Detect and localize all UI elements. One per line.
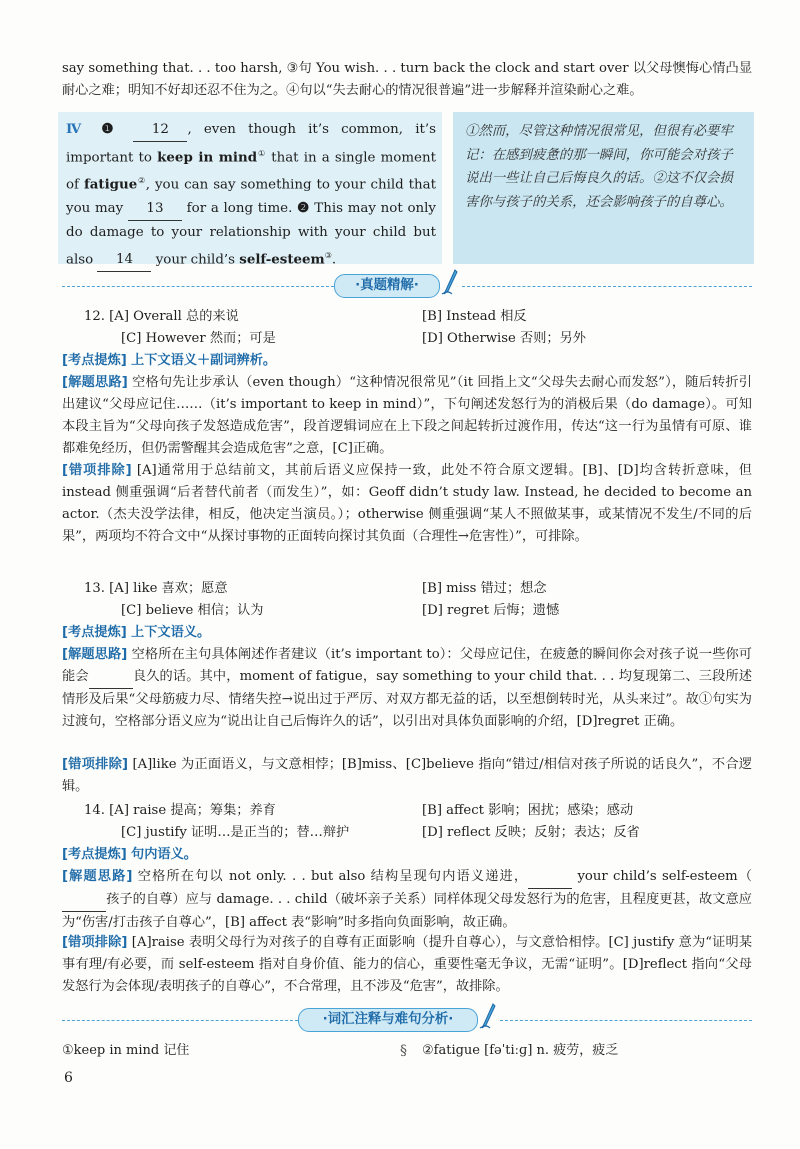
solution-tag: [解题思路] xyxy=(62,647,128,662)
section-title: ·真题精解· xyxy=(334,274,440,298)
pen-icon xyxy=(478,1002,498,1030)
keypoint-12 xyxy=(62,350,276,372)
footnote-keep-in-mind: ①keep in mind 记住 xyxy=(62,1043,190,1058)
solution-12 xyxy=(62,372,752,460)
vocab-self-esteem: self-esteem xyxy=(239,251,325,268)
blank-12: 12 xyxy=(133,118,187,142)
solution-text: your child’s self-esteem（ xyxy=(572,869,752,884)
option-14c: [C] justify 证明…是正当的；替…辩护 xyxy=(121,825,350,840)
vocab-fatigue: fatigue xyxy=(83,176,138,193)
binding-mark-icon: § xyxy=(400,1043,407,1059)
footnote-fatigue: ②fatigue [fəˈtiːɡ] n. 疲劳，疲乏 xyxy=(422,1043,619,1058)
blank-13: 13 xyxy=(128,197,182,221)
divider xyxy=(462,286,752,287)
divider xyxy=(62,286,334,287)
passage-fragment: that in a single moment of xyxy=(66,150,436,193)
footnote-marker-3: ③ xyxy=(324,250,332,260)
section-header-analysis xyxy=(0,272,800,300)
passage-fragment: This may not only do damage to your relationship with your child but also xyxy=(66,200,436,268)
elimination-text: [A]like 为正面语义，与文意相悖；[B]miss、[C]believe 指向“错过/相信对孩子所说的话良久”，不合逻辑。 xyxy=(62,757,752,794)
option-13a: 13. [A] like 喜欢；愿意 xyxy=(84,581,228,596)
vocab-keep-in-mind: keep in mind xyxy=(157,149,258,166)
keypoint-tag: [考点提炼] xyxy=(62,625,127,640)
elimination-tag: [错项排除] xyxy=(62,757,129,772)
inline-blank xyxy=(528,866,572,889)
passage-block xyxy=(58,112,754,268)
sentence-number-2: ❷ xyxy=(297,199,310,216)
translation-text: ①然而，尽管这种情况很常见，但很有必要牢记：在感到疲惫的那一瞬间，你可能会对孩子说出一些让自己后悔良久的话。②这不仅会损害你与孩子的关系，还会影响孩子的自尊心。 xyxy=(465,124,733,210)
option-13b: [B] miss 错过；想念 xyxy=(422,581,547,596)
sentence-number-1: ❶ xyxy=(101,121,122,137)
keypoint-tag: [考点提炼] xyxy=(62,847,127,862)
option-13d: [D] regret 后悔；遗憾 xyxy=(422,603,560,618)
divider xyxy=(62,1020,298,1021)
footnote-marker-1: ① xyxy=(257,149,267,158)
option-12a: 12. [A] Overall 总的来说 xyxy=(84,309,239,324)
inline-blank xyxy=(62,889,106,912)
elimination-text: [A]raise 表明父母行为对孩子的自尊有正面影响（提升自尊心），与文意恰相悖。[C] justify 意为“证明某事有理/有必要，而 self-esteem 指对自身价值、能力的信心，重要性毫无争议，无需“证明”。[D]reflect 指向“父母发怒行为会体现/表明孩子的自尊心”，不合常理，且不涉及“危害”，故排除。 xyxy=(62,935,752,994)
option-12b: [B] Instead 相反 xyxy=(422,309,527,324)
solution-text: 空格句先让步承认（even though）“这种情况很常见”（it 回指上文“父母失去耐心而发怒”），随后转折引出建议“父母应记住……（it’s important to keep in mind）”，下句阐述发怒行为的消极后果（do damage）。可知本段主旨为“父母向孩子发怒造成危害”，段首逻辑词应在上下段之间起转折过渡作用，传达“这一行为虽情有可原、谁都难免经历，但仍需警醒其会造成危害”之意，[C]正确。 xyxy=(62,375,752,456)
elimination-12 xyxy=(62,460,752,548)
elimination-14 xyxy=(62,932,752,998)
keypoint-text: 上下文语义＋副词辨析。 xyxy=(131,353,277,368)
keypoint-text: 句内语义。 xyxy=(131,847,197,862)
keypoint-tag: [考点提炼] xyxy=(62,353,127,368)
solution-text: 空格所在句以 not only. . . but also 结构呈现句内语义递进， xyxy=(137,869,529,884)
keypoint-text: 上下文语义。 xyxy=(131,625,211,640)
passage-fragment: . xyxy=(331,252,337,268)
option-12c: [C] However 然而；可是 xyxy=(121,331,276,346)
solution-tag: [解题思路] xyxy=(62,869,133,884)
elimination-tag: [错项排除] xyxy=(62,463,132,478)
elimination-13 xyxy=(62,754,752,798)
passage-fragment: for a long time. xyxy=(181,200,298,216)
elimination-tag: [错项排除] xyxy=(62,935,128,950)
option-14b: [B] affect 影响；困扰；感染；感动 xyxy=(422,803,634,818)
inline-blank xyxy=(89,666,133,689)
solution-13 xyxy=(62,644,752,733)
passage-fragment: , even though it’s common, it’s important to xyxy=(66,122,436,166)
pen-icon xyxy=(440,268,460,296)
option-13c: [C] believe 相信；认为 xyxy=(121,603,264,618)
elimination-text: [A]通常用于总结前文，其前后语义应保持一致，此处不符合原文逻辑。[B]、[D]均含转折意味，但 instead 侧重强调“后者替代前者（而发生）”，如：Geoff didn’t study law. Instead, he decided to become an actor.（杰夫没学法律，相反，他决定当演员。）；otherwise 侧重强调“某人不照做某事，或某情况不发生/不同的后果”，两项均不符合文中“从探讨事物的正面转向探讨其负面（合理性→危害性）”，可排除。 xyxy=(62,463,752,544)
section-header-vocab xyxy=(0,1006,800,1034)
solution-14 xyxy=(62,866,752,934)
footnote-marker-2: ② xyxy=(137,176,146,186)
passage-text xyxy=(66,118,436,272)
passage-box xyxy=(58,112,442,268)
option-14a: 14. [A] raise 提高；筹集；养育 xyxy=(84,803,276,818)
paragraph-roman-numeral: Ⅳ xyxy=(66,121,90,137)
blank-14: 14 xyxy=(97,248,151,272)
passage-fragment: your child’s xyxy=(151,252,240,268)
solution-text: 良久的话。其中，moment of fatigue，say something to your child that. . . 均复现第二、三段所述情形及后果“父母筋疲力尽、情绪失控→说出过于严厉、对双方都无益的话，以至想倒转时光，从头来过”。故①句实为过渡句，空格部分语义应为“说出让自己后悔许久的话”，以引出对具体负面影响的介绍，[D]regret 正确。 xyxy=(62,669,753,729)
keypoint-13 xyxy=(62,622,210,644)
page-number: 6 xyxy=(64,1070,73,1086)
keypoint-14 xyxy=(62,844,197,866)
section-title: ·词汇注释与难句分析· xyxy=(298,1008,478,1032)
option-14d: [D] reflect 反映；反射；表达；反省 xyxy=(422,825,640,840)
solution-text: 空格所在主句具体阐述作者建议（it’s important to）：父母应记住，在疲惫的瞬间你会对孩子说一些你可能会 xyxy=(62,647,752,684)
option-12d: [D] Otherwise 否则；另外 xyxy=(422,331,586,346)
divider xyxy=(500,1020,752,1021)
translation-box xyxy=(453,112,754,264)
passage-fragment: , you can say something to your child that you may xyxy=(66,177,437,216)
solution-text: 孩子的自尊）应与 damage. . . child（破坏亲子关系）同样体现父母发怒行为的危害，且程度更甚，故文意应为“伤害/打击孩子自尊心”，[B] affect 表“影响”时多指向负面影响，故正确。 xyxy=(62,892,752,930)
intro-paragraph: say something that. . . too harsh, ③句 You wish. . . turn back the clock and start over 以父母懊悔心情凸显耐心之难；明知不好却还忍不住为之。④句以“失去耐心的情况很普遍”进一步解释并渲染耐心之难。 xyxy=(62,61,753,98)
solution-tag: [解题思路] xyxy=(62,375,128,390)
